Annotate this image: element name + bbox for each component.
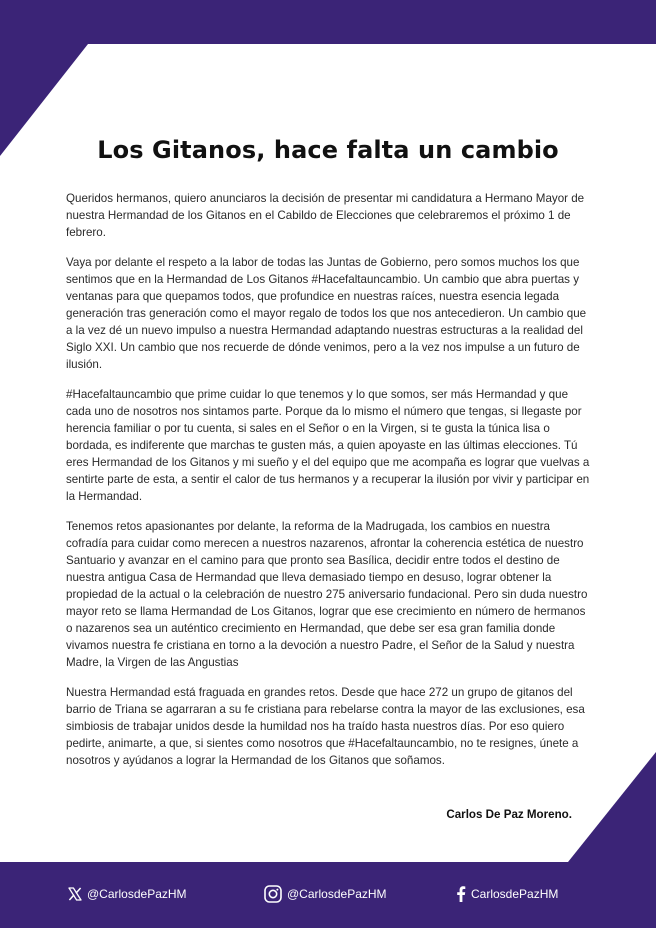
x-twitter-icon [68,887,82,901]
paragraph-3: #Hacefaltauncambio que prime cuidar lo que tenemos y lo que somos, ser más Hermandad y que cada uno de nosotros nos sintamos parte. Porque da lo mismo el número que tengas, si llegaste por herencia familiar o por tu cuenta, si sales en el Señor o en la Virgen, si te gusta la túnica lisa o bordada, es indiferente que marchas te gusten más, a quien apoyaste en las últimas elecciones. Tú eres Hermandad de los Gitanos y mi sueño y el del equipo que me acompaña es lograr que vuelvas a sentirte parte de esta, a sentir el calor de tus hermanos y a recuperar la ilusión por vivir y participar en la Hermandad. [66,388,590,503]
twitter-handle: @CarlosdePazHM [87,887,187,901]
instagram-link[interactable] [264,884,387,904]
facebook-handle: CarlosdePazHM [471,887,559,901]
paragraph-4: Tenemos retos apasionantes por delante, la reforma de la Madrugada, los cambios en nuestra cofradía para cuidar como merecen a nuestros nazarenos, afrontar la coherencia estética de nuestro Santuario y avanzar en el camino para que pronto sea Basílica, decidir entre todos el destino de nuestra antigua Casa de Hermandad que lleva demasiado tiempo en desuso, lograr obtener la propiedad de la actual o la celebración de nuestro 275 aniversario fundacional. Pero sin duda nuestro mayor reto se llama Hermandad de Los Gitanos, lograr que ese crecimiento en número de hermanos o nazarenos sea un auténtico crecimiento en Hermandad, que debe ser esa gran familia donde vivamos nuestra fe cristiana en torno a la devoción a nuestro Padre, el Señor de la Salud y nuestra Madre, la Virgen de las Angustias [66,520,588,669]
instagram-handle: @CarlosdePazHM [287,887,387,901]
instagram-icon [264,885,282,903]
document-title: Los Gitanos, hace falta un cambio [97,136,559,165]
facebook-icon [456,886,466,902]
twitter-link[interactable] [68,884,187,904]
facebook-link[interactable] [456,884,558,904]
letter-body [66,190,594,782]
signature: Carlos De Paz Moreno. [446,808,572,821]
paragraph-5: Nuestra Hermandad está fraguada en grandes retos. Desde que hace 272 un grupo de gitanos del barrio de Triana se agarraran a su fe cristiana para rebelarse contra la mayor de las exclusiones, esa simbiosis de trabajar unidos desde la humildad nos ha traído hasta nuestros días. Por eso quiero pedirte, animarte, a que, si sientes como nosotros que #Hacefaltauncambio, no te resignes, únete a nosotros y ayúdanos a lograr la Hermandad de los Gitanos que soñamos. [66,686,585,767]
paragraph-2: Vaya por delante el respeto a la labor de todas las Juntas de Gobierno, pero somos muchos los que sentimos que en la Hermandad de Los Gitanos #Hacefaltauncambio. Un cambio que abra puertas y ventanas para que quepamos todos, que profundice en nuestras raíces, nuestra esencia legada generación tras generación como el mayor regalo de todos los que nos antecedieron. Un cambio que a la vez dé un nuevo impulso a nuestra Hermandad adaptando nuestras estructuras a la realidad del Siglo XXI. Un cambio que nos recuerde de dónde venimos, pero a la vez nos impulse a un futuro de ilusión. [66,256,587,371]
paragraph-1: Queridos hermanos, quiero anunciaros la decisión de presentar mi candidatura a Hermano Mayor de nuestra Hermandad de los Gitanos en el Cabildo de Elecciones que celebraremos el próximo 1 de febrero. [66,192,585,239]
top-banner [0,0,656,44]
footer [0,862,656,928]
